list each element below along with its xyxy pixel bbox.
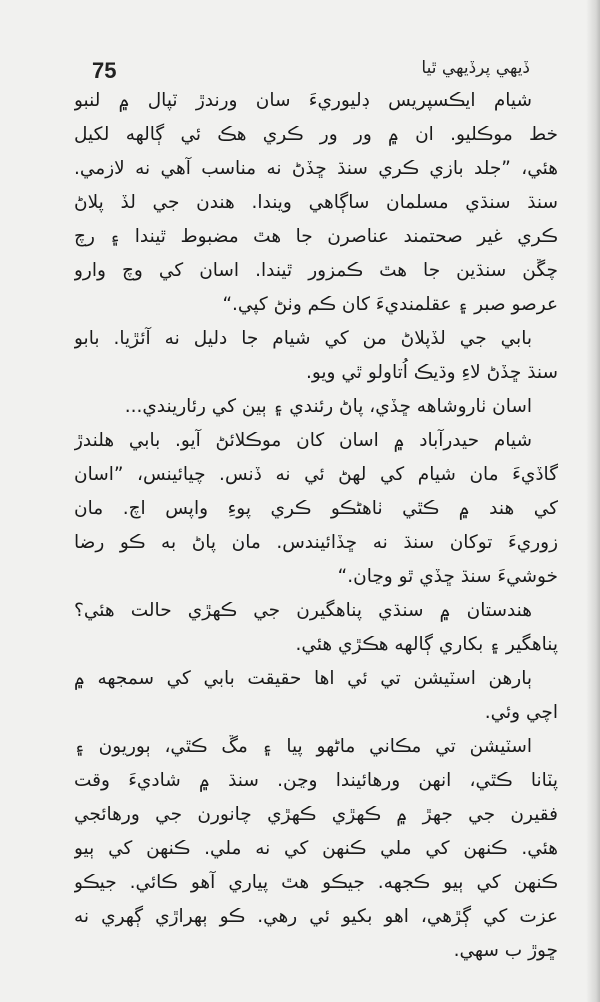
text-line: بابي جي لڏپلاڻ من کي شيام جا دليل نه آئڙيا. بابو bbox=[74, 328, 532, 349]
text-line: ڪري غير صحتمند عناصرن جا هٿ مضبوط ٿيندا ۽ رچ bbox=[74, 226, 558, 247]
text-line: خوشيءَ سنڌ ڇڏي ٿو وڃان.“ bbox=[337, 566, 558, 587]
text-line: فقيرن جي جهڙ ۾ ڪهڙي ڪهڙي چانورن جي ورهائجي bbox=[74, 804, 558, 825]
running-title: ڏيهي پرڏيهي ٿيا bbox=[421, 58, 530, 78]
text-line: شيام حيدرآباد ۾ اسان کان موڪلائڻ آيو. بابي هلندڙ bbox=[74, 430, 532, 451]
text-line: گاڏيءَ مان شيام کي لهڻ ئي نه ڏنس. چيائينس، ”اسان bbox=[74, 464, 558, 485]
text-line: کي هند ۾ ڪٿي ٺاهڻڪو ڪري پوءِ واپس اچ. مان bbox=[74, 498, 558, 519]
text-line: زوريءَ توکان سنڌ نه ڇڏائيندس. مان پاڻ به ڪو رضا bbox=[74, 532, 558, 553]
text-line: ٻارهن اسٽيشن تي ئي اها حقيقت بابي کي سمجهه ۾ bbox=[74, 668, 532, 689]
text-line: عزت کي ڳڙهي، اهو بکيو ئي رهي. ڪو ٻهراڙي ڳهري نه bbox=[74, 906, 558, 927]
text-line: سنڌ سنڌي مسلمان ساڳاهي ويندا. هندن جي لڏ پلاڻ bbox=[74, 192, 558, 213]
page-body-text bbox=[74, 84, 558, 968]
page-number: 75 bbox=[92, 58, 117, 83]
text-line: اچي وئي. bbox=[484, 702, 558, 723]
page-edge-shadow bbox=[586, 0, 600, 1002]
text-line: شيام ايڪسپريس ڊليوريءَ سان ورندڙ ٽپال ۾ لنبو bbox=[74, 90, 532, 111]
text-line: هندستان ۾ سنڌي پناهگيرن جي ڪهڙي حالت هئي؟ bbox=[74, 600, 532, 621]
text-line: هئي. ڪنهن کي ملي ڪنهن کي نه ملي. ڪنهن کي ٻيو bbox=[74, 838, 558, 859]
text-line: ڇوڙ ب سهي. bbox=[453, 940, 558, 961]
text-line: سنڌ ڇڏڻ لاءِ وڌيڪ اُتاولو ٿي ويو. bbox=[305, 362, 558, 383]
text-line: پٽانا ڪٿي، انهن ورهائيندا وڃن. سنڌ ۾ شاديءَ وقت bbox=[74, 770, 558, 791]
text-line: اسان ٺاروشاهه ڇڏي، پاڻ رئندي ۽ ٻين کي رئاريندي... bbox=[124, 396, 532, 417]
text-line: هئي، ”جلد بازي ڪري سنڌ ڇڏڻ نه مناسب آهي نه لازمي. bbox=[74, 158, 558, 179]
text-line: اسٽيشن تي مڪاني ماڻهو پيا ۽ مڱ ڪٿي، ٻوريون ۽ bbox=[74, 736, 532, 757]
text-line: عرصو صبر ۽ عقلمنديءَ کان ڪم وٺڻ کپي.“ bbox=[222, 294, 558, 315]
text-line: چڱن سنڌين جا هٿ ڪمزور ٿيندا. اسان کي وچ وارو bbox=[74, 260, 558, 281]
text-line: خط موڪليو. ان ۾ ور ور ڪري هڪ ئي ڳالهه لکيل bbox=[74, 124, 558, 145]
text-line: پناهگير ۽ بکاري ڳالهه هڪڙي هئي. bbox=[295, 634, 558, 655]
text-line: ڪنهن کي ٻيو ڪجهه. جيڪو هٿ پياري آهو ڪائي. جيڪو bbox=[74, 872, 558, 893]
